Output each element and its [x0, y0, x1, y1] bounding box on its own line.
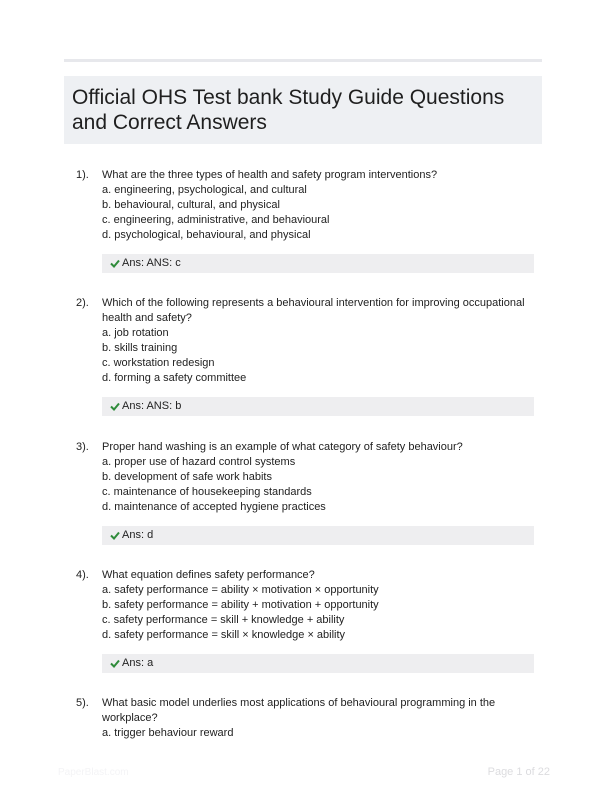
- option-c: c. engineering, administrative, and behavioural: [102, 214, 330, 226]
- question-text: Which of the following represents a behavioural intervention for improving occupational health and safety?: [102, 297, 525, 324]
- answer-text: Ans: d: [122, 529, 154, 541]
- option-b: b. development of safe work habits: [102, 471, 272, 483]
- option-b: b. skills training: [102, 342, 178, 354]
- answer-text: Ans: ANS: b: [122, 400, 182, 412]
- answer-box: [102, 254, 534, 273]
- question-number: 4).: [76, 569, 89, 581]
- check-icon: [110, 259, 120, 268]
- question-body: [102, 696, 542, 741]
- question-body: [102, 296, 542, 386]
- question-number: 1).: [76, 169, 89, 181]
- answer-text: Ans: a: [122, 657, 154, 669]
- check-icon: [110, 659, 120, 668]
- question-text: Proper hand washing is an example of what category of safety behaviour?: [102, 441, 463, 453]
- page-indicator: Page 1 of 22: [487, 766, 550, 778]
- question-number: 3).: [76, 441, 89, 453]
- question-number: 5).: [76, 697, 89, 709]
- question-text: What equation defines safety performance?: [102, 569, 315, 581]
- question-body: [102, 440, 542, 515]
- top-divider: [64, 59, 542, 62]
- answer-box: [102, 397, 534, 416]
- answer-box: [102, 654, 534, 673]
- option-a: a. engineering, psychological, and cultural: [102, 184, 307, 196]
- document-title: Official OHS Test bank Study Guide Questions and Correct Answers: [72, 86, 505, 134]
- question-number: 2).: [76, 297, 89, 309]
- option-b: b. safety performance = ability + motivation + opportunity: [102, 599, 379, 611]
- option-a: a. proper use of hazard control systems: [102, 456, 296, 468]
- check-icon: [110, 531, 120, 540]
- option-d: d. psychological, behavioural, and physical: [102, 229, 311, 241]
- answer-box: [102, 526, 534, 545]
- option-b: b. behavioural, cultural, and physical: [102, 199, 280, 211]
- option-c: c. workstation redesign: [102, 357, 215, 369]
- option-d: d. safety performance = skill × knowledge × ability: [102, 629, 346, 641]
- option-c: c. maintenance of housekeeping standards: [102, 486, 312, 498]
- question-body: [102, 168, 542, 243]
- option-a: a. safety performance = ability × motivation × opportunity: [102, 584, 379, 596]
- option-d: d. maintenance of accepted hygiene practices: [102, 501, 326, 513]
- option-c: c. safety performance = skill + knowledge + ability: [102, 614, 345, 626]
- question-body: [102, 568, 542, 643]
- question-text: What are the three types of health and safety program interventions?: [102, 169, 438, 181]
- footer-brand: PaperBlast.com: [58, 767, 129, 778]
- option-a: a. job rotation: [102, 327, 169, 339]
- option-d: d. forming a safety committee: [102, 372, 247, 384]
- title-banner: [64, 76, 542, 144]
- answer-text: Ans: ANS: c: [122, 257, 181, 269]
- check-icon: [110, 402, 120, 411]
- option-a: a. trigger behaviour reward: [102, 727, 234, 739]
- question-text: What basic model underlies most applications of behavioural programming in the workplace?: [102, 697, 496, 724]
